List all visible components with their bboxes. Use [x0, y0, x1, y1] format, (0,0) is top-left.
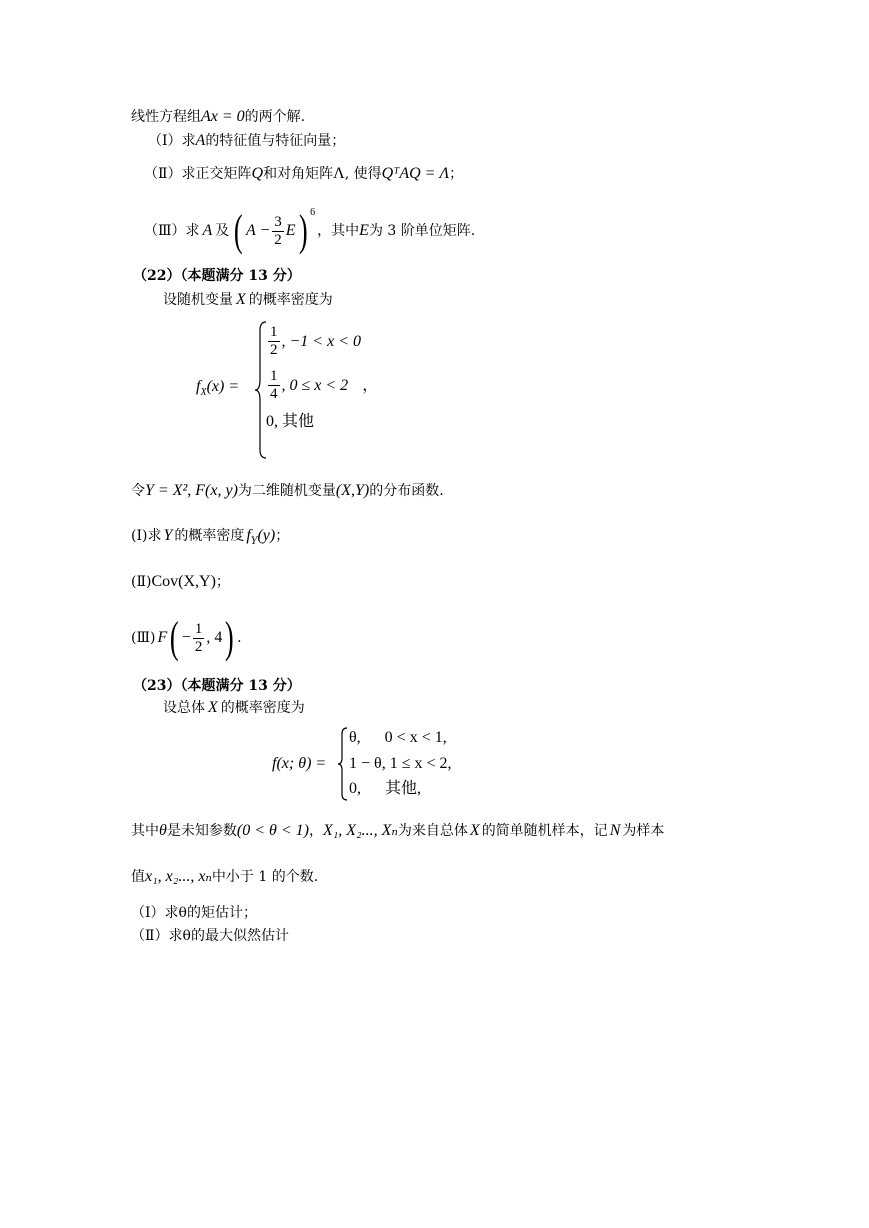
p23-title: （23）（本题满分 13 分）	[133, 678, 301, 694]
p22-f: f	[196, 378, 201, 395]
p22-q1	[131, 527, 290, 547]
p21-q3-and: 及	[215, 223, 230, 239]
p22-intro-end: 的概率密度为	[248, 292, 333, 308]
p22-q1-sub: Y	[250, 535, 258, 547]
p23-line2-seq: x₁, x₂..., xₙ	[145, 868, 212, 885]
p22-q1-text: 求	[147, 528, 162, 544]
p22-q1-f: f	[246, 527, 251, 544]
p21-q3-left-paren: (	[234, 206, 244, 255]
p21-intro	[131, 109, 305, 125]
p22-case2-cond: , 0 ≤ x < 2	[281, 376, 349, 394]
p22-q3-left-paren: (	[170, 613, 179, 662]
p22-q1-end: ；	[275, 528, 290, 544]
p21-q1-number: （Ⅰ）	[148, 133, 182, 149]
p23-line1-N: N	[609, 822, 621, 839]
p22-case-comma: ，	[362, 376, 379, 394]
p21-q3-frac-num: 3	[274, 213, 282, 230]
p22-case2-frac	[268, 368, 280, 403]
p21-q3	[144, 206, 475, 256]
p21-q2-equation: QᵀAQ = Λ	[381, 165, 450, 182]
p23-line2-b: 中小于 1 的个数.	[211, 869, 319, 885]
p22-case2-den: 4	[270, 386, 278, 402]
p23-intro-text: 设总体	[163, 700, 205, 716]
p21-q1-pre: 求	[181, 133, 196, 149]
p22-definition	[131, 483, 444, 499]
p23-case2: 1 − θ, 1 ≤ x < 2,	[349, 755, 452, 772]
p23-density-lhs: f(x; θ) =	[272, 755, 327, 772]
p21-q1	[148, 133, 345, 149]
p21-q3-frac-den: 2	[274, 231, 282, 248]
p22-q3-F: F	[157, 629, 168, 646]
p21-q2-Lambda: Λ	[333, 165, 345, 182]
p23-theta: θ	[159, 822, 167, 839]
p21-q2-end: ；	[449, 166, 464, 182]
p23-intro	[163, 700, 305, 716]
p22-q2-cov: Cov(X,Y)	[151, 573, 216, 590]
p22-case2	[266, 368, 378, 403]
p22-f-arg: (x) =	[206, 378, 240, 395]
p23-line1-a: 其中	[131, 823, 159, 839]
p21-q1-A: A	[195, 132, 206, 149]
p21-q1-post: 的特征值与特征向量；	[205, 133, 346, 149]
p21-q2-number: （Ⅱ）	[144, 166, 182, 182]
p22-density-lhs	[196, 378, 240, 399]
p21-q3-right-paren: )	[298, 206, 308, 255]
p22-q1-number: (Ⅰ)	[131, 528, 148, 544]
p21-q3-pre: 求	[185, 223, 200, 239]
p21-q2-mid: 和对角矩阵	[263, 166, 334, 182]
p22-q3-right-paren: )	[225, 613, 235, 662]
p21-q3-post: ，其中	[317, 223, 360, 239]
p21-intro-end: 的两个解.	[244, 109, 306, 125]
p23-line1	[131, 823, 664, 839]
p23-line1-d: 为来自总体	[397, 823, 468, 839]
p21-intro-equation: Ax = 0	[201, 108, 245, 125]
p22-q2-end: ；	[215, 574, 230, 590]
p22-def-xy: (X,Y)	[335, 482, 370, 499]
p21-q3-end: 为 3 阶单位矩阵.	[368, 223, 476, 239]
p22-q3-minus: −	[181, 629, 191, 646]
p22-X: X	[236, 291, 246, 308]
p23-line1-seq: X₁, X₂..., Xₙ	[322, 822, 398, 839]
p22-case2-num: 1	[270, 368, 278, 384]
p21-q3-exponent: 6	[310, 207, 316, 218]
p23-line2	[131, 869, 318, 885]
p23-case1: θ, 0 < x < 1,	[349, 729, 447, 746]
p21-q3-E2: E	[359, 222, 369, 239]
p22-case1-num: 1	[270, 324, 278, 340]
p23-intro-end: 的概率密度为	[220, 700, 305, 716]
p23-line1-b: 是未知参数	[166, 823, 237, 839]
p21-q2-pre: 求正交矩阵	[181, 166, 252, 182]
p22-def-mid: 为二维随机变量	[237, 483, 336, 499]
p21-q2-Q: Q	[251, 165, 264, 182]
p22-f-sub: X	[200, 387, 207, 399]
p22-q2-number: (Ⅱ)	[131, 574, 152, 590]
p22-intro	[163, 292, 333, 308]
p21-q2	[144, 166, 463, 182]
p22-q3	[131, 614, 242, 662]
p21-q3-A-minus: A −	[245, 222, 271, 239]
p21-q3-E: E	[285, 222, 296, 239]
p21-intro-text: 线性方程组	[131, 109, 201, 125]
p23-q2: （Ⅱ）求θ的最大似然估计	[131, 928, 289, 944]
p22-title: （22）（本题满分 13 分）	[133, 268, 301, 284]
p23-case3: 0, 其他,	[349, 780, 422, 797]
p22-q2	[131, 574, 230, 590]
p23-q1: （Ⅰ）求θ的矩估计；	[131, 905, 257, 921]
p22-q1-text2: 的概率密度	[174, 528, 245, 544]
p21-q3-number: （Ⅲ）	[144, 223, 186, 239]
p22-q3-frac	[193, 621, 205, 656]
p22-q3-end: .	[237, 630, 242, 646]
p23-line1-cond: (0 < θ < 1)	[236, 822, 309, 839]
p23-X: X	[208, 699, 218, 716]
p22-case1-frac	[268, 324, 280, 359]
p22-q3-frac-den: 2	[194, 638, 203, 655]
p23-line1-c: ，	[308, 823, 323, 839]
p22-def-eq: Y = X², F(x, y)	[145, 482, 238, 499]
p23-line1-e: 的简单随机样本，记	[481, 823, 608, 839]
p22-case1-cond: , −1 < x < 0	[281, 332, 361, 350]
p22-def-end: 的分布函数.	[369, 483, 444, 499]
p22-def-pre: 令	[131, 483, 145, 499]
p21-q2-mid2: , 使得	[344, 166, 382, 182]
p22-q1-Y: Y	[163, 527, 173, 544]
p22-q3-four: , 4	[206, 629, 223, 646]
p21-q3-fraction	[272, 214, 284, 249]
p22-case1	[266, 324, 361, 359]
p22-q3-number: (Ⅲ)	[131, 630, 156, 646]
p22-q3-frac-num: 1	[194, 620, 203, 637]
p23-line1-f: 为样本	[622, 823, 665, 839]
p23-line2-a: 值	[131, 869, 145, 885]
p21-q3-A: A	[202, 222, 213, 239]
p22-intro-text: 设随机变量	[163, 292, 233, 308]
p23-left-brace	[337, 726, 349, 802]
p23-line1-X: X	[469, 822, 480, 839]
p22-case3: 0, 其他	[266, 413, 315, 430]
p22-q1-arg: (y)	[257, 527, 276, 544]
p22-case1-den: 2	[270, 342, 278, 358]
